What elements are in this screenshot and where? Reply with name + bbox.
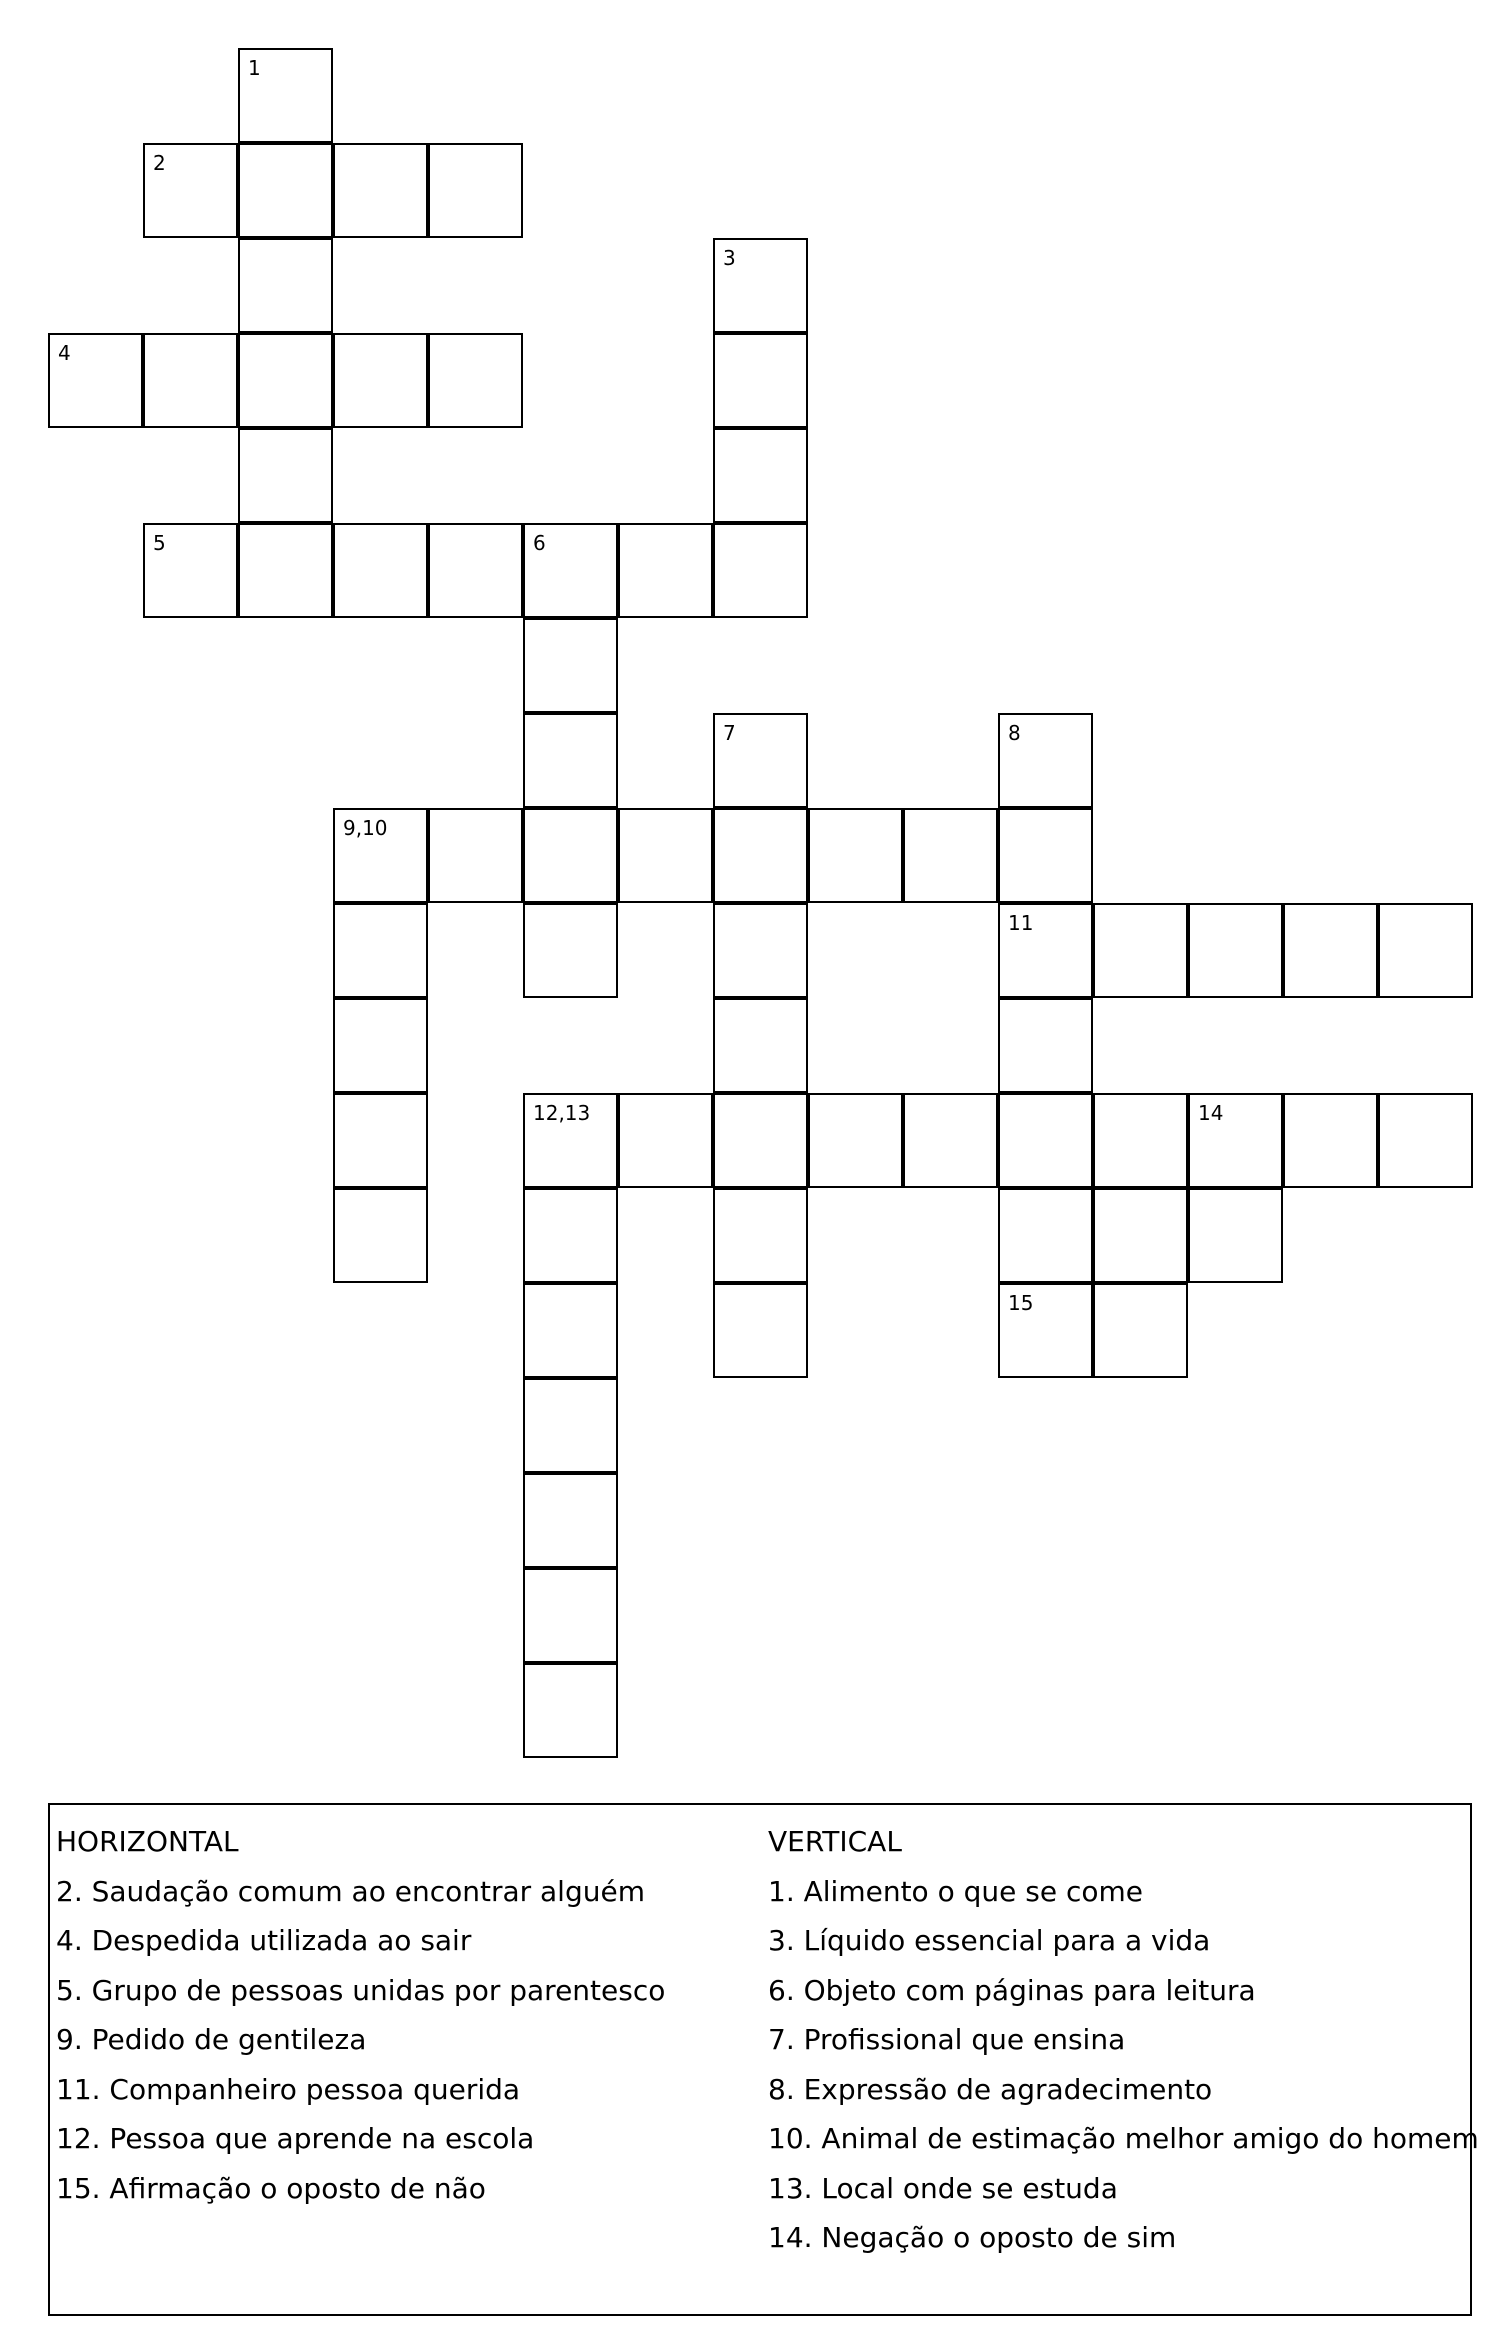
- crossword-cell[interactable]: [1188, 1188, 1283, 1283]
- clue-number: 15: [1008, 1291, 1034, 1315]
- crossword-cell[interactable]: [1188, 1093, 1283, 1188]
- crossword-cell[interactable]: [1093, 1283, 1188, 1378]
- vertical-clue: 8. Expressão de agradecimento: [768, 2072, 1213, 2106]
- crossword-cell[interactable]: [523, 808, 618, 903]
- crossword-cell[interactable]: [333, 523, 428, 618]
- crossword-cell[interactable]: [998, 808, 1093, 903]
- crossword-cell[interactable]: [428, 333, 523, 428]
- crossword-cell[interactable]: [713, 1188, 808, 1283]
- vertical-clue: 7. Profissional que ensina: [768, 2023, 1126, 2056]
- crossword-cell[interactable]: [713, 713, 808, 808]
- crossword-cell[interactable]: [1283, 903, 1378, 998]
- crossword-cell[interactable]: [998, 713, 1093, 808]
- clue-number: 9,10: [343, 816, 388, 840]
- clue-number: 5: [153, 531, 166, 555]
- crossword-cell[interactable]: [713, 903, 808, 998]
- crossword-cell[interactable]: [618, 808, 713, 903]
- clue-number: 8: [1008, 721, 1021, 745]
- crossword-cell[interactable]: [238, 143, 333, 238]
- vertical-clue: 10. Animal de estimação melhor amigo do homem: [768, 2122, 1479, 2155]
- vertical-clue: 3. Líquido essencial para a vida: [768, 1924, 1211, 1957]
- crossword-cell[interactable]: [333, 903, 428, 998]
- vertical-clue: 1. Alimento o que se come: [768, 1874, 1144, 1908]
- crossword-cell[interactable]: [238, 238, 333, 333]
- horizontal-clue: 11. Companheiro pessoa querida: [56, 2072, 521, 2106]
- clue-number: 3: [723, 246, 736, 270]
- crossword-cell[interactable]: [523, 713, 618, 808]
- crossword-cell[interactable]: [523, 903, 618, 998]
- crossword-cell[interactable]: [618, 1093, 713, 1188]
- crossword-cell[interactable]: [523, 618, 618, 713]
- crossword-cell[interactable]: [523, 1663, 618, 1758]
- horizontal-clue: 15. Afirmação o oposto de não: [56, 2171, 486, 2205]
- crossword-cell[interactable]: [998, 1283, 1093, 1378]
- clue-number: 1: [248, 56, 261, 80]
- crossword-cell[interactable]: [238, 428, 333, 523]
- crossword-cell[interactable]: [903, 1093, 998, 1188]
- crossword-cell[interactable]: [1188, 903, 1283, 998]
- crossword-cell[interactable]: [998, 998, 1093, 1093]
- horizontal-clues: [56, 1817, 665, 2213]
- vertical-clue: 6. Objeto com páginas para leitura: [768, 1973, 1256, 2007]
- crossword-cell[interactable]: [1283, 1093, 1378, 1188]
- crossword-cell[interactable]: [523, 1283, 618, 1378]
- horizontal-clue: 4. Despedida utilizada ao sair: [56, 1924, 472, 1957]
- crossword-cell[interactable]: [523, 1378, 618, 1473]
- crossword-cell[interactable]: [333, 143, 428, 238]
- crossword-cell[interactable]: [238, 48, 333, 143]
- crossword-cell[interactable]: [713, 428, 808, 523]
- crossword-cell[interactable]: [998, 1093, 1093, 1188]
- crossword-cell[interactable]: [523, 1093, 618, 1188]
- crossword-cell[interactable]: [238, 523, 333, 618]
- crossword-cell[interactable]: [333, 808, 428, 903]
- crossword-cell[interactable]: [713, 333, 808, 428]
- clue-number: 6: [533, 531, 546, 555]
- vertical-clue: 13. Local onde se estuda: [768, 2171, 1118, 2205]
- crossword-cell[interactable]: [523, 1188, 618, 1283]
- crossword-cell[interactable]: [808, 808, 903, 903]
- clue-number: 2: [153, 151, 166, 175]
- clue-number: 12,13: [533, 1101, 591, 1125]
- clue-number: 14: [1198, 1101, 1224, 1125]
- crossword-cell[interactable]: [333, 1188, 428, 1283]
- crossword-cell[interactable]: [143, 333, 238, 428]
- crossword-cell[interactable]: [1378, 903, 1473, 998]
- crossword-cell[interactable]: [333, 1093, 428, 1188]
- horizontal-clue: 9. Pedido de gentileza: [56, 2023, 367, 2056]
- horizontal-clue: 12. Pessoa que aprende na escola: [56, 2122, 535, 2155]
- crossword-cell[interactable]: [238, 333, 333, 428]
- crossword-cell[interactable]: [143, 523, 238, 618]
- crossword-cell[interactable]: [618, 523, 713, 618]
- crossword-cell[interactable]: [713, 523, 808, 618]
- vertical-clues: [768, 1817, 1479, 2263]
- crossword-cell[interactable]: [1093, 1188, 1188, 1283]
- vertical-clue: 14. Negação o oposto de sim: [768, 2221, 1177, 2254]
- clue-number: 11: [1008, 911, 1034, 935]
- clues-box: [48, 1803, 1479, 2316]
- crossword-cell[interactable]: [333, 333, 428, 428]
- crossword-cell[interactable]: [808, 1093, 903, 1188]
- crossword-cell[interactable]: [143, 143, 238, 238]
- clue-number: 4: [58, 341, 71, 365]
- crossword-cell[interactable]: [713, 1283, 808, 1378]
- horizontal-clue: 2. Saudação comum ao encontrar alguém: [56, 1874, 645, 1908]
- crossword-cell[interactable]: [998, 1188, 1093, 1283]
- crossword-cell[interactable]: [713, 1093, 808, 1188]
- crossword-cell[interactable]: [713, 238, 808, 333]
- horizontal-heading: HORIZONTAL: [56, 1825, 239, 1858]
- crossword-cell[interactable]: [523, 1473, 618, 1568]
- crossword-cell[interactable]: [48, 333, 143, 428]
- crossword-cell[interactable]: [523, 523, 618, 618]
- crossword-cell[interactable]: [713, 998, 808, 1093]
- crossword-cell[interactable]: [903, 808, 998, 903]
- clue-number: 7: [723, 721, 736, 745]
- crossword-cell[interactable]: [333, 998, 428, 1093]
- crossword-cell[interactable]: [428, 523, 523, 618]
- crossword-cell[interactable]: [523, 1568, 618, 1663]
- crossword-cell[interactable]: [998, 903, 1093, 998]
- crossword-cell[interactable]: [1093, 903, 1188, 998]
- vertical-heading: VERTICAL: [768, 1825, 902, 1858]
- horizontal-clue: 5. Grupo de pessoas unidas por parentesco: [56, 1973, 666, 2007]
- crossword-cell[interactable]: [1093, 1093, 1188, 1188]
- crossword-cell[interactable]: [428, 808, 523, 903]
- crossword-cell[interactable]: [428, 143, 523, 238]
- crossword-cell[interactable]: [1378, 1093, 1473, 1188]
- crossword-cell[interactable]: [713, 808, 808, 903]
